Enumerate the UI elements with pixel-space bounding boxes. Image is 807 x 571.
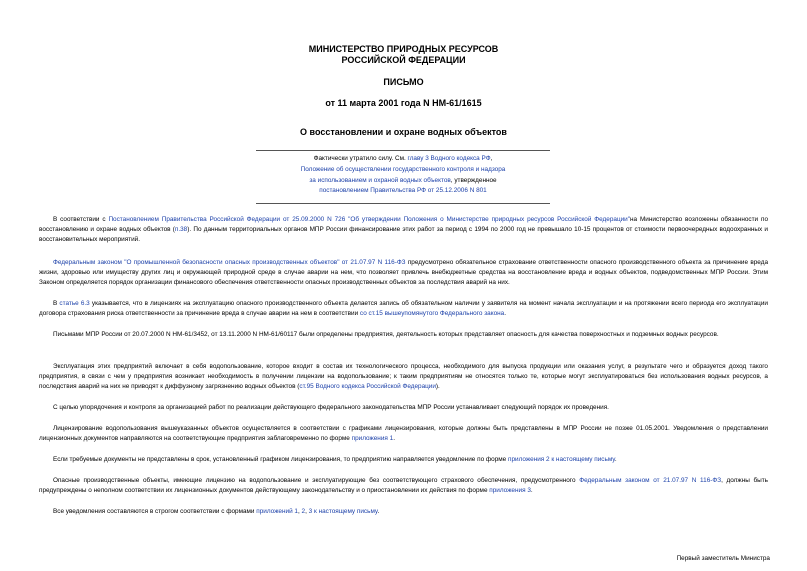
clause-38-link[interactable]: п.38 <box>174 226 188 234</box>
p9-text-c: . <box>530 487 533 495</box>
appendix-2-link[interactable]: приложения 2 к настоящему письму <box>508 456 615 463</box>
p10-text-a: Все уведомления составляются в строгом соответствии с формами <box>53 508 257 515</box>
control-regulation-link-2[interactable]: за использованием и охраной водных объектов <box>309 176 451 184</box>
p3-text-c: . <box>504 310 507 318</box>
p8-text-a: Если требуемые документы не представлены в срок, установленный графиком лицензирования, то предприятию направляется уведомление по форме <box>53 456 508 463</box>
paragraph-4 <box>39 330 768 340</box>
p8-text-b: . <box>614 456 617 463</box>
ministry-name-line1: МИНИСТЕРСТВО ПРИРОДНЫХ РЕСУРСОВ <box>308 44 499 54</box>
decree-726-link[interactable]: Постановлением Правительства Российской Федерации от 25.09.2000 N 726 "Об утверждении Положения о Министерстве природных ресурсов Российской Федерации" <box>108 216 631 223</box>
appendix-3-link[interactable]: приложения 3 <box>489 487 531 495</box>
paragraph-7 <box>39 424 768 444</box>
document-date-number: от 11 марта 2001 года N НМ-61/1615 <box>325 98 482 108</box>
p3-text-a: В <box>53 300 60 307</box>
water-code-chapter-link[interactable]: главу 3 Водного кодекса РФ <box>407 155 491 162</box>
paragraph-6 <box>39 403 768 413</box>
p5-text-b: ). <box>435 383 440 391</box>
ministry-name-line2: РОССИЙСКОЙ ФЕДЕРАЦИИ <box>341 55 466 65</box>
appendix-3-ref-link[interactable]: 3 к настоящему письму <box>308 508 378 515</box>
paragraph-5 <box>39 362 768 393</box>
p9-text-b: , должны быть предупреждены о неполном соответствии их лицензионных документов действующему законодательству и о приостановлении их действия по форме <box>39 477 768 495</box>
status-note-top-rule <box>256 150 550 151</box>
p6-text-a: С целью упорядочения и контроля за организацией работ по реализации действующего федерального законодательства МПР России устанавливает следующий порядок их проведения. <box>53 404 609 411</box>
p3-text-b: указывается, что в лицензиях на эксплуатацию опасного производственного объекта делается запись об обязательном наличии у заявителя на момент начала эксплуатации и на протяжении всего периода его эксплуатации договора страхования риска ответственности за причинение вреда в случае аварии на нем в соответствии <box>39 300 768 318</box>
government-decree-link[interactable]: постановлением Правительства РФ от 25.12.2006 N 801 <box>319 187 487 195</box>
law-116fz-link-2[interactable]: Федеральным законом от 21.07.97 N 116-ФЗ <box>579 477 722 484</box>
appendix-2-ref-link[interactable]: 2 <box>301 508 306 515</box>
status-note-approved: , утвержденное <box>450 176 497 184</box>
paragraph-3 <box>39 299 768 319</box>
p7-text-b: . <box>393 435 395 443</box>
signatory-title: Первый заместитель Министра <box>676 555 770 562</box>
control-regulation-link-1[interactable]: Положение об осуществлении государственного контроля и надзора <box>300 165 506 173</box>
law-116fz-link[interactable]: Федеральным законом "О промышленной безопасности опасных производственных объектов" от 21.07.97 N 116-ФЗ <box>53 259 406 266</box>
p10-sep-1: , <box>297 508 302 515</box>
p9-text-a: Опасные производственные объекты, имеющие лицензию на водопользование и эксплуатирующие без соответствующего страхового обеспечения, предусмотренного <box>53 477 580 484</box>
paragraph-10 <box>39 507 768 517</box>
status-note-text: Фактически утратило силу. См. <box>313 155 408 162</box>
p4-text-a: Письмами МПР России от 20.07.2000 N НМ-61/3452, от 13.11.2000 N НМ-61/60117 были определены предприятия, деятельность которых представляет опасность для качества поверхностных и подземных водных ресурсов. <box>53 331 719 338</box>
appendix-1-link[interactable]: приложения 1 <box>351 435 394 443</box>
p10-text-b: . <box>377 508 380 515</box>
article-6-3-link[interactable]: статье 6.3 <box>59 300 90 307</box>
paragraph-1 <box>39 215 768 246</box>
p5-text-a: Эксплуатация этих предприятий включает в себя водопользование, которое входит в состав их технологического процесса, необходимого для выпуска продукции или оказания услуг, в результате чего и образуется доход такого предприятия, в связи с чем у предприятия возникает необходимость в получении лицензии на водопользование; к таким предприятиям не относятся только те, которые могут эксплуатироваться без использования водных ресурсов, а последствия аварий на них не приводят к диффузному загрязнению водных объектов ( <box>39 363 768 391</box>
p10-sep-2: , <box>305 508 309 515</box>
status-note-bottom-rule <box>256 203 550 204</box>
p2-text-a: предусмотрено обязательное страхование ответственности опасного производственного объекта за причинение вреда жизни, здоровью или имуществу других лиц и окружающей природной среде в случае аварии на нем, что позволяет привлечь внебюджетные средства на восстановление вреда и водных объектов, подведомственных МПР России. Этим Законом определяется порядок организации финансового обеспечения ответственности опасных производственных объектов за последствия аварий на них. <box>39 259 768 287</box>
p1-text-b: на Министерство возложены обязанности по восстановлению и охране водных объектов ( <box>39 216 769 234</box>
paragraph-2 <box>39 258 768 289</box>
article-15-link[interactable]: со ст.15 вышеупомянутого Федерального закона <box>359 310 505 318</box>
document-subject: О восстановлении и охране водных объектов <box>300 127 507 137</box>
p1-text-a: В соответствии с <box>53 216 109 223</box>
p7-text-a: Лицензирование водопользования вышеуказанных объектов осуществляется в соответствии с графиками лицензирования, которые должны быть представлены в МПР России не позже 01.05.2001. Уведомления о представлении лицензионных документов направляются на соответствующие предприятия заблаговременно по форме <box>39 425 768 443</box>
water-code-article-95-link[interactable]: ст.95 Водного кодекса Российской Федерации <box>299 383 436 391</box>
document-type: ПИСЬМО <box>383 77 424 87</box>
appendices-1-link[interactable]: приложений 1 <box>256 508 298 515</box>
p1-text-c: ). По данным территориальных органов МПР России финансирование этих работ за период с 1994 по 2000 год не превышало 10-15 процентов от стоимости первоочередных водоохранных и восстановительных мероприятий. <box>39 226 768 244</box>
paragraph-9 <box>39 476 768 496</box>
paragraph-8 <box>39 455 768 465</box>
status-note-sep: , <box>490 155 493 162</box>
status-note <box>256 154 550 197</box>
